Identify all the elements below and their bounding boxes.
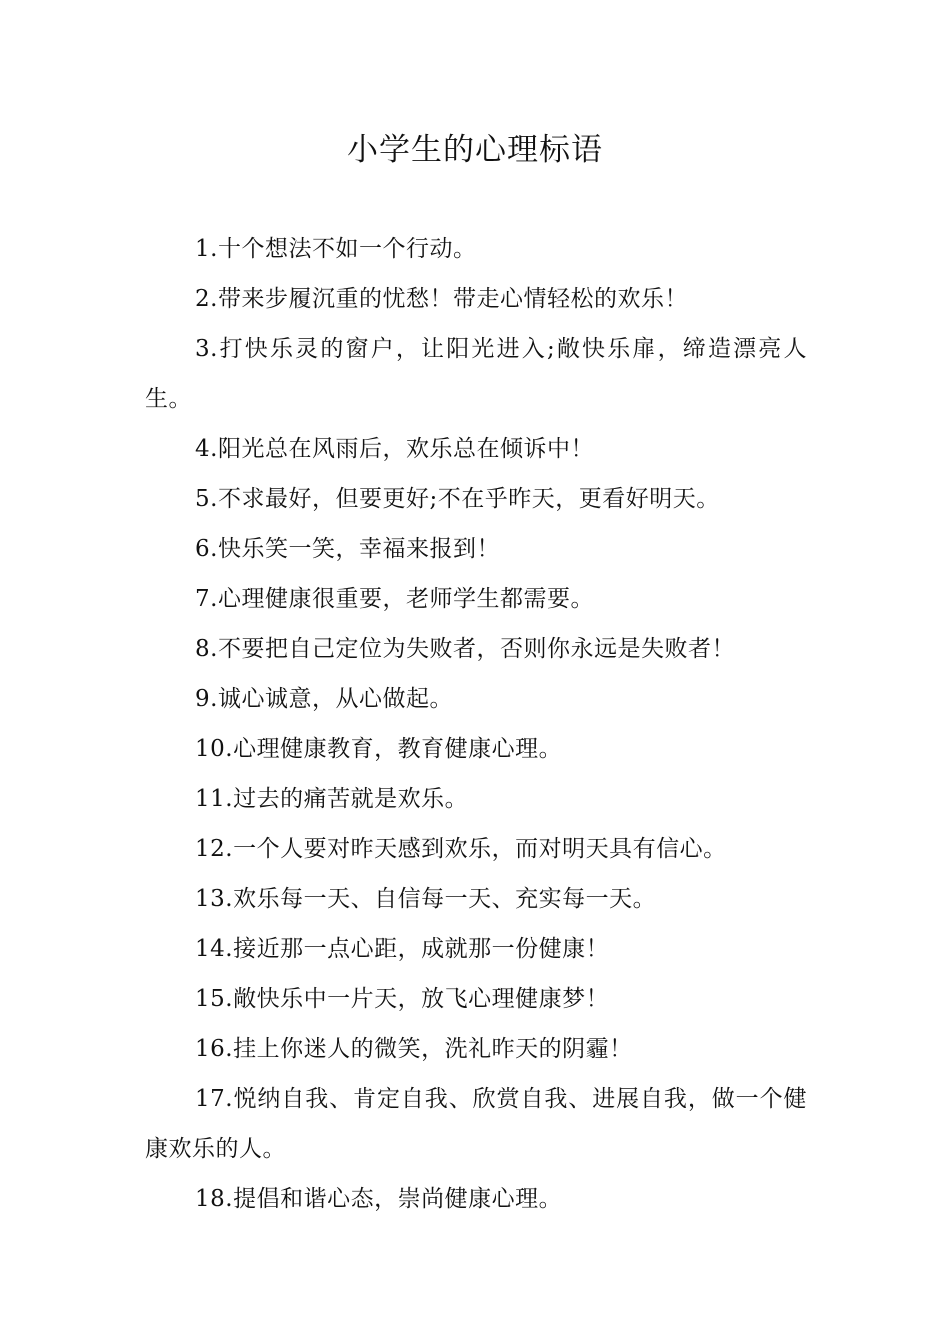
slogan-item: 13.欢乐每一天、自信每一天、充实每一天。 bbox=[195, 886, 657, 912]
slogan-item: 14.接近那一点心距，成就那一份健康！ bbox=[195, 936, 610, 962]
slogan-item: 5.不求最好，但要更好;不在乎昨天，更看好明天。 bbox=[195, 486, 720, 512]
slogan-item: 7.心理健康很重要，老师学生都需要。 bbox=[195, 586, 594, 612]
slogan-item: 8.不要把自己定位为失败者，否则你永远是失败者！ bbox=[195, 636, 735, 662]
slogan-item: 17.悦纳自我、肯定自我、欣赏自我、进展自我，做一个健康欢乐的人。 bbox=[145, 1086, 807, 1162]
slogan-item: 4.阳光总在风雨后，欢乐总在倾诉中！ bbox=[195, 436, 594, 462]
slogan-item: 1.十个想法不如一个行动。 bbox=[195, 236, 477, 262]
slogan-item: 18.提倡和谐心态，崇尚健康心理。 bbox=[195, 1186, 563, 1212]
slogan-item: 9.诚心诚意，从心做起。 bbox=[195, 686, 453, 712]
slogan-item: 15.敞快乐中一片天，放飞心理健康梦！ bbox=[195, 986, 610, 1012]
slogan-item: 11.过去的痛苦就是欢乐。 bbox=[195, 786, 469, 812]
slogan-list bbox=[145, 224, 807, 1224]
slogan-item: 16.挂上你迷人的微笑，洗礼昨天的阴霾！ bbox=[195, 1036, 633, 1062]
slogan-item: 2.带来步履沉重的忧愁！带走心情轻松的欢乐！ bbox=[195, 286, 688, 312]
slogan-item: 12.一个人要对昨天感到欢乐，而对明天具有信心。 bbox=[195, 836, 727, 862]
slogan-item: 3.打快乐灵的窗户，让阳光进入;敞快乐扉，缔造漂亮人生。 bbox=[145, 336, 807, 412]
slogan-item: 6.快乐笑一笑，幸福来报到！ bbox=[195, 536, 500, 562]
slogan-item: 10.心理健康教育，教育健康心理。 bbox=[195, 736, 563, 762]
document-title: 小学生的心理标语 bbox=[347, 132, 603, 168]
